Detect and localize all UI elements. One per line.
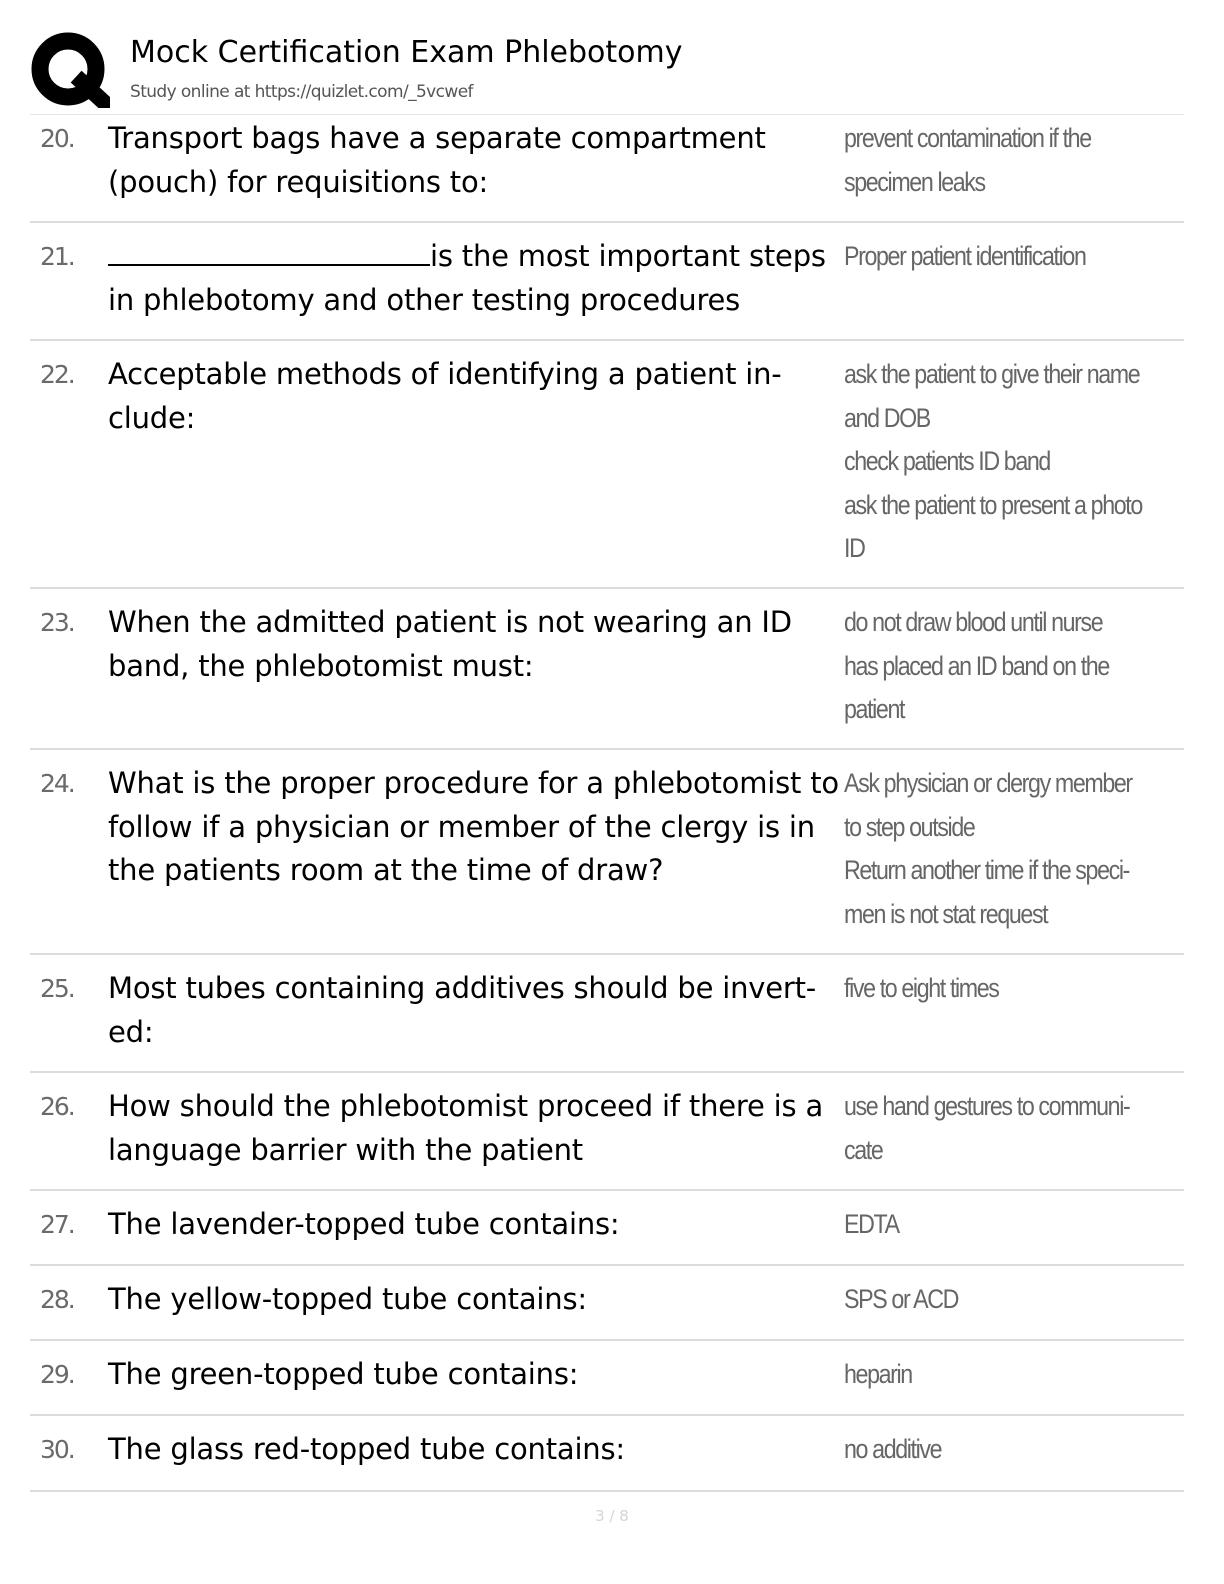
card-definition: [844, 967, 1179, 1011]
card-definition: [844, 762, 1179, 936]
card-number: 22.: [40, 360, 74, 389]
definition-line: check patients ID band: [844, 446, 1050, 476]
card-term: The yellow-topped tube contains:: [108, 1282, 587, 1316]
flashcard-row: [30, 223, 1184, 341]
card-term: Acceptable methods of identifying a patient in-clude:: [108, 357, 782, 435]
card-number: 24.: [40, 769, 74, 798]
flashcard-row: [30, 1191, 1184, 1266]
definition-line: has placed an ID band on the: [844, 650, 1109, 681]
definition-line: Proper patient identification: [844, 241, 1086, 271]
definition-line: to step outside: [844, 811, 975, 842]
flashcard-row: [30, 1341, 1184, 1416]
definition-line: men is not stat request: [844, 898, 1048, 929]
card-term: The green-topped tube contains:: [108, 1357, 579, 1391]
definition-line: cate: [844, 1134, 883, 1165]
definition-line: ID: [844, 533, 865, 563]
flashcard-row: [30, 115, 1184, 223]
definition-line: no additive: [844, 1434, 942, 1464]
card-number: 23.: [40, 608, 74, 637]
card-definition: [844, 601, 1179, 732]
definition-line: Return another time if the speci-: [844, 855, 1129, 885]
definition-line: prevent contamination if the: [844, 123, 1091, 153]
card-term: How should the phlebotomist proceed if there is a language barrier with the patient: [108, 1089, 824, 1167]
quizlet-q-icon: [30, 32, 110, 108]
card-term: Most tubes containing additives should be invert-ed:: [108, 971, 817, 1049]
card-definition: [844, 1428, 1179, 1472]
card-term: The glass red-topped tube contains:: [108, 1432, 625, 1466]
definition-line: ask the patient to present a photo: [844, 489, 1142, 520]
document-title: Mock Certification Exam Phlebotomy: [130, 35, 683, 70]
card-number: 28.: [40, 1285, 74, 1314]
card-definition: [844, 1203, 1179, 1247]
definition-line: heparin: [844, 1359, 912, 1389]
card-definition: [844, 1085, 1179, 1172]
card-term: The lavender-topped tube contains:: [108, 1207, 620, 1241]
card-term: What is the proper procedure for a phlebotomist to follow if a physician or member of the clergy is in the patients room at the time of draw?: [108, 766, 839, 887]
flashcard-row: [30, 1416, 1184, 1492]
card-number: 27.: [40, 1210, 74, 1239]
fill-in-blank: [108, 238, 430, 266]
card-definition: [844, 1353, 1179, 1397]
card-number: 21.: [40, 242, 74, 271]
card-number: 30.: [40, 1435, 74, 1464]
card-term: When the admitted patient is not wearing an ID band, the phlebotomist must:: [108, 605, 792, 683]
card-number: 26.: [40, 1092, 74, 1121]
card-term-text: is the most important steps in phlebotomy and other testing procedures: [108, 239, 826, 317]
card-term: [108, 235, 846, 322]
definition-line: ask the patient to give their name: [844, 359, 1140, 389]
definition-line: specimen leaks: [844, 166, 985, 197]
study-link[interactable]: Study online at https://quizlet.com/_5vcwef: [130, 82, 473, 102]
flashcard-row: [30, 750, 1184, 955]
card-definition: [844, 353, 1179, 571]
flashcard-row: [30, 1266, 1184, 1341]
definition-line: do not draw blood until nurse: [844, 607, 1103, 637]
flashcard-row: [30, 955, 1184, 1073]
card-definition: [844, 1278, 1179, 1322]
definition-line: patient: [844, 694, 905, 724]
definition-line: and DOB: [844, 402, 930, 433]
card-number: 25.: [40, 974, 74, 1003]
definition-line: EDTA: [844, 1209, 899, 1239]
card-term: Transport bags have a separate compartment (pouch) for requisitions to:: [108, 121, 766, 199]
definition-line: Ask physician or clergy member: [844, 768, 1132, 798]
card-number: 20.: [40, 124, 74, 153]
definition-line: use hand gestures to communi-: [844, 1091, 1130, 1121]
card-number: 29.: [40, 1360, 74, 1389]
card-definition: [844, 235, 1179, 279]
card-definition: [844, 117, 1179, 204]
flashcard-row: [30, 1073, 1184, 1191]
definition-line: five to eight times: [844, 973, 999, 1003]
page-number: 3 / 8: [595, 1507, 629, 1525]
definition-line: SPS or ACD: [844, 1284, 959, 1314]
page-header: [0, 0, 1224, 114]
flashcard-list: [30, 114, 1184, 1492]
flashcard-row: [30, 589, 1184, 750]
flashcard-row: [30, 341, 1184, 589]
